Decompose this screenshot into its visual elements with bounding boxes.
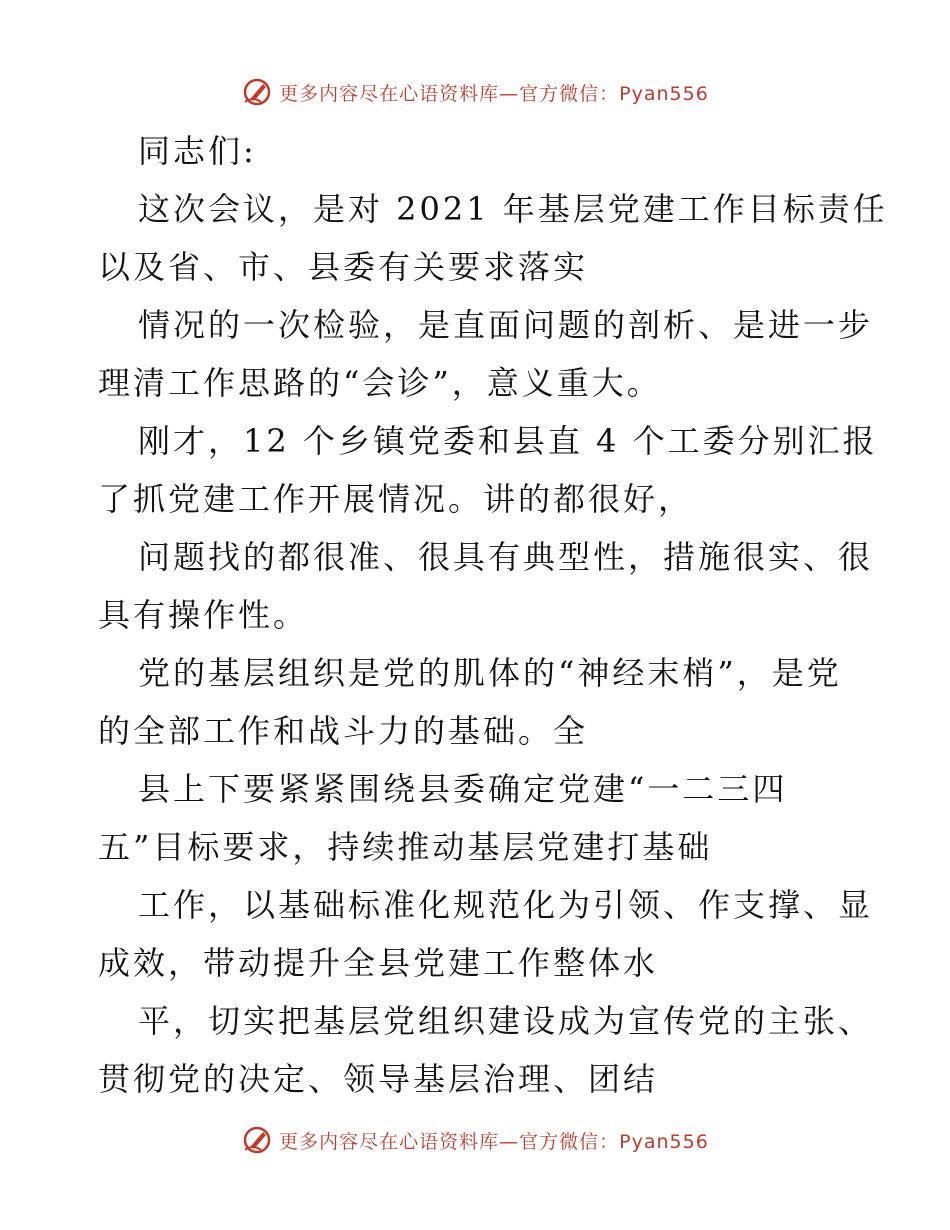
pen-circle-logo-icon — [241, 76, 273, 108]
watermark-text: 更多内容尽在心语资料库—官方微信：Pyan556 — [279, 1130, 709, 1153]
text-line: 理清工作思路的“会诊”，意义重大。 — [98, 364, 662, 402]
text-line: 成效，带动提升全县党建工作整体水 — [98, 944, 659, 982]
text-line: 县上下要紧紧围绕县委确定党建“一二三四 — [138, 770, 788, 808]
text-line: 这次会议，是对 2021 年基层党建工作目标责任 — [138, 190, 888, 228]
document-body — [98, 122, 888, 1108]
pen-circle-logo-icon — [241, 1124, 273, 1156]
text-line: 的全部工作和战斗力的基础。全 — [98, 712, 589, 750]
text-line: 平，切实把基层党组织建设成为宣传党的主张、 — [138, 1002, 874, 1040]
text-line: 情况的一次检验，是直面问题的剖析、是进一步 — [138, 306, 874, 344]
text-line: 同志们: — [138, 132, 257, 170]
text-line: 党的基层组织是党的肌体的“神经末梢”，是党 — [138, 654, 842, 692]
text-line: 工作，以基础标准化规范化为引领、作支撑、显 — [138, 886, 874, 924]
header-watermark — [0, 72, 950, 112]
footer-watermark — [0, 1120, 950, 1160]
text-line: 五”目标要求，持续推动基层党建打基础 — [98, 828, 713, 866]
text-line: 具有操作性。 — [98, 596, 309, 634]
text-line: 贯彻党的决定、领导基层治理、团结 — [98, 1060, 659, 1098]
watermark-text: 更多内容尽在心语资料库—官方微信：Pyan556 — [279, 82, 709, 105]
text-line: 问题找的都很准、很具有典型性，措施很实、很 — [138, 538, 874, 576]
text-line: 刚才，12 个乡镇党委和县直 4 个工委分别汇报 — [138, 422, 878, 460]
text-line: 以及省、市、县委有关要求落实 — [98, 248, 589, 286]
text-line: 了抓党建工作开展情况。讲的都很好， — [98, 480, 694, 518]
